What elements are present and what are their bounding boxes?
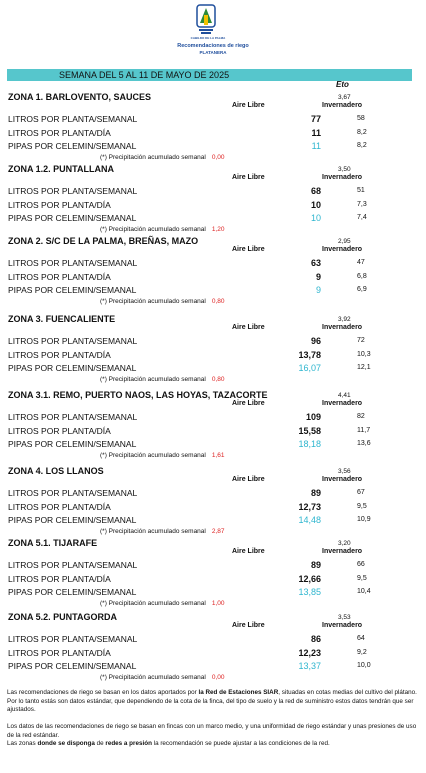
aire-libre-value: 89 [310, 488, 321, 498]
zone-name: ZONA 1. BARLOVENTO, SAUCES [8, 92, 152, 102]
precipitation-note [100, 600, 225, 607]
precipitation-value: 2,87 [211, 528, 225, 535]
row-label: PIPAS POR CELEMIN/SEMANAL [8, 213, 137, 223]
precipitation-note [100, 528, 225, 535]
invernadero-value: 10,4 [357, 588, 371, 595]
zone-eto-value: 3,20 [338, 540, 351, 547]
row-label: PIPAS POR CELEMIN/SEMANAL [8, 363, 137, 373]
page-subtitle: PLATANERA [199, 50, 227, 55]
invernadero-value: 64 [357, 635, 365, 642]
row-label: LITROS POR PLANTA/DÍA [8, 128, 111, 138]
table-row [0, 186, 426, 198]
precipitation-value: 1,20 [211, 226, 225, 233]
precipitation-label: (*) Precipitación acumulado semanal [100, 674, 206, 681]
footer-note-1: Las recomendaciones de riego se basan en los datos aportados por la Red de Estaciones SIAR, situadas en cotas medias del cultivo del plátano. Por lo tanto estás son datos estándar, que dependiendo de la cota de la finca, del tipo de suelo y la red de suministro estos datos tendrán que ser ajustados. [7, 689, 417, 714]
col-aire-libre-header: Aire Libre [232, 246, 265, 253]
invernadero-value: 10,9 [357, 516, 371, 523]
week-banner-text: SEMANA DEL 5 AL 11 DE MAYO DE 2025 [59, 70, 230, 80]
precipitation-value: 0,80 [211, 376, 225, 383]
precipitation-label: (*) Precipitación acumulado semanal [100, 376, 206, 383]
invernadero-value: 9,5 [357, 575, 367, 582]
table-row [0, 488, 426, 500]
invernadero-value: 7,3 [357, 201, 367, 208]
aire-libre-value: 12,73 [298, 502, 321, 512]
row-label: LITROS POR PLANTA/DÍA [8, 350, 111, 360]
row-label: LITROS POR PLANTA/DÍA [8, 502, 111, 512]
col-aire-libre-header: Aire Libre [232, 622, 265, 629]
aire-libre-value: 63 [310, 258, 321, 268]
aire-libre-value: 18,18 [298, 439, 321, 449]
zone-name: ZONA 1.2. PUNTALLANA [8, 164, 115, 174]
aire-libre-value: 14,48 [298, 515, 321, 525]
table-row [0, 587, 426, 599]
aire-libre-value: 96 [310, 336, 321, 346]
precipitation-note [100, 226, 225, 233]
table-row [0, 502, 426, 514]
aire-libre-value: 12,66 [298, 574, 321, 584]
col-invernadero-header: Invernadero [322, 324, 363, 331]
invernadero-value: 13,6 [357, 440, 371, 447]
row-label: PIPAS POR CELEMIN/SEMANAL [8, 515, 137, 525]
col-invernadero-header: Invernadero [322, 400, 363, 407]
table-row [0, 648, 426, 660]
table-row [0, 574, 426, 586]
row-label: LITROS POR PLANTA/SEMANAL [8, 258, 138, 268]
table-row [0, 272, 426, 284]
table-row [0, 285, 426, 297]
zone-name: ZONA 3. FUENCALIENTE [8, 314, 116, 324]
col-invernadero-header: Invernadero [322, 174, 363, 181]
table-row [0, 439, 426, 451]
precipitation-label: (*) Precipitación acumulado semanal [100, 452, 206, 459]
row-label: PIPAS POR CELEMIN/SEMANAL [8, 285, 137, 295]
col-invernadero-header: Invernadero [322, 246, 363, 253]
col-aire-libre-header: Aire Libre [232, 174, 265, 181]
invernadero-value: 8,2 [357, 142, 367, 149]
invernadero-value: 6,8 [357, 273, 367, 280]
eto-header: Eto [336, 80, 349, 89]
row-label: LITROS POR PLANTA/DÍA [8, 426, 111, 436]
table-row [0, 560, 426, 572]
table-row [0, 200, 426, 212]
zone-eto-value: 3,67 [338, 94, 351, 101]
aire-libre-value: 9 [315, 272, 321, 282]
table-row [0, 634, 426, 646]
invernadero-value: 6,9 [357, 286, 367, 293]
col-invernadero-header: Invernadero [322, 548, 363, 555]
row-label: LITROS POR PLANTA/SEMANAL [8, 186, 138, 196]
aire-libre-value: 12,23 [298, 648, 321, 658]
row-label: PIPAS POR CELEMIN/SEMANAL [8, 439, 137, 449]
precipitation-note [100, 154, 225, 161]
aire-libre-value: 13,85 [298, 587, 321, 597]
aire-libre-value: 13,37 [298, 661, 321, 671]
aire-libre-value: 10 [310, 213, 321, 223]
aire-libre-value: 68 [310, 186, 321, 196]
invernadero-value: 12,1 [357, 364, 371, 371]
invernadero-value: 10,3 [357, 351, 371, 358]
row-label: PIPAS POR CELEMIN/SEMANAL [8, 141, 137, 151]
precipitation-value: 1,61 [211, 452, 225, 459]
invernadero-value: 82 [357, 413, 365, 420]
invernadero-value: 9,2 [357, 649, 367, 656]
invernadero-value: 51 [357, 187, 365, 194]
precipitation-label: (*) Precipitación acumulado semanal [100, 226, 206, 233]
precipitation-note [100, 376, 225, 383]
precipitation-value: 0,00 [211, 154, 225, 161]
precipitation-note [100, 452, 225, 459]
row-label: LITROS POR PLANTA/SEMANAL [8, 114, 138, 124]
table-row [0, 141, 426, 153]
zone-eto-value: 3,50 [338, 166, 351, 173]
precipitation-note [100, 674, 225, 681]
invernadero-value: 8,2 [357, 129, 367, 136]
invernadero-value: 7,4 [357, 214, 367, 221]
aire-libre-value: 9 [315, 285, 321, 295]
table-row [0, 114, 426, 126]
col-invernadero-header: Invernadero [322, 622, 363, 629]
table-row [0, 363, 426, 375]
zone-name: ZONA 5.2. PUNTAGORDA [8, 612, 118, 622]
table-row [0, 336, 426, 348]
row-label: LITROS POR PLANTA/DÍA [8, 648, 111, 658]
zone-eto-value: 3,92 [338, 316, 351, 323]
precipitation-label: (*) Precipitación acumulado semanal [100, 298, 206, 305]
invernadero-value: 47 [357, 259, 365, 266]
table-row [0, 412, 426, 424]
footer-note-3: Las zonas donde se disponga de redes a presión la recomendación se puede ajustar a las condiciones de la red. [7, 740, 330, 747]
aire-libre-value: 16,07 [298, 363, 321, 373]
col-aire-libre-header: Aire Libre [232, 476, 265, 483]
row-label: LITROS POR PLANTA/DÍA [8, 272, 111, 282]
invernadero-value: 67 [357, 489, 365, 496]
precipitation-label: (*) Precipitación acumulado semanal [100, 600, 206, 607]
row-label: LITROS POR PLANTA/SEMANAL [8, 634, 138, 644]
zone-eto-value: 2,95 [338, 238, 351, 245]
col-aire-libre-header: Aire Libre [232, 400, 265, 407]
aire-libre-value: 109 [305, 412, 321, 422]
col-aire-libre-header: Aire Libre [232, 548, 265, 555]
aire-libre-value: 77 [310, 114, 321, 124]
week-banner [7, 69, 412, 81]
aire-libre-value: 89 [310, 560, 321, 570]
invernadero-value: 72 [357, 337, 365, 344]
zone-eto-value: 3,53 [338, 614, 351, 621]
table-row [0, 515, 426, 527]
table-row [0, 426, 426, 438]
precipitation-label: (*) Precipitación acumulado semanal [100, 154, 206, 161]
table-row [0, 128, 426, 140]
footer-note-2: Los datos de las recomendaciones de riego se basan en fincas con un marco medio, y una uniformidad de riego estándar y unas presiones de uso de la red estándar. [7, 723, 417, 739]
table-row [0, 661, 426, 673]
zone-name: ZONA 4. LOS LLANOS [8, 466, 104, 476]
col-aire-libre-header: Aire Libre [232, 102, 265, 109]
invernadero-value: 58 [357, 115, 365, 122]
row-label: LITROS POR PLANTA/SEMANAL [8, 412, 138, 422]
logo-text: CABILDO DE LA PALMA [190, 36, 226, 40]
row-label: LITROS POR PLANTA/SEMANAL [8, 488, 138, 498]
precipitation-value: 0,80 [211, 298, 225, 305]
row-label: PIPAS POR CELEMIN/SEMANAL [8, 661, 137, 671]
precipitation-note [100, 298, 225, 305]
precipitation-label: (*) Precipitación acumulado semanal [100, 528, 206, 535]
aire-libre-value: 13,78 [298, 350, 321, 360]
aire-libre-value: 15,58 [298, 426, 321, 436]
zone-name: ZONA 2. S/C DE LA PALMA, BREÑAS, MAZO [8, 236, 199, 246]
row-label: LITROS POR PLANTA/SEMANAL [8, 560, 138, 570]
zone-eto-value: 4,41 [338, 392, 351, 399]
page-title: Recomendaciones de riego [177, 43, 249, 49]
precipitation-value: 1,00 [211, 600, 225, 607]
invernadero-value: 11,7 [357, 427, 371, 434]
aire-libre-value: 11 [311, 141, 321, 151]
invernadero-value: 10,0 [357, 662, 371, 669]
row-label: PIPAS POR CELEMIN/SEMANAL [8, 587, 137, 597]
col-invernadero-header: Invernadero [322, 102, 363, 109]
row-label: LITROS POR PLANTA/DÍA [8, 200, 111, 210]
zone-eto-value: 3,56 [338, 468, 351, 475]
table-row [0, 213, 426, 225]
precipitation-value: 0,00 [211, 674, 225, 681]
invernadero-value: 9,5 [357, 503, 367, 510]
zone-name: ZONA 5.1. TIJARAFE [8, 538, 98, 548]
table-row [0, 258, 426, 270]
aire-libre-value: 10 [310, 200, 321, 210]
invernadero-value: 66 [357, 561, 365, 568]
row-label: LITROS POR PLANTA/DÍA [8, 574, 111, 584]
aire-libre-value: 11 [311, 128, 321, 138]
aire-libre-value: 86 [310, 634, 321, 644]
table-row [0, 350, 426, 362]
row-label: LITROS POR PLANTA/SEMANAL [8, 336, 138, 346]
col-aire-libre-header: Aire Libre [232, 324, 265, 331]
col-invernadero-header: Invernadero [322, 476, 363, 483]
zone-name: ZONA 3.1. REMO, PUERTO NAOS, LAS HOYAS, TAZACORTE [8, 390, 268, 400]
cabildo-logo-icon [196, 3, 216, 37]
